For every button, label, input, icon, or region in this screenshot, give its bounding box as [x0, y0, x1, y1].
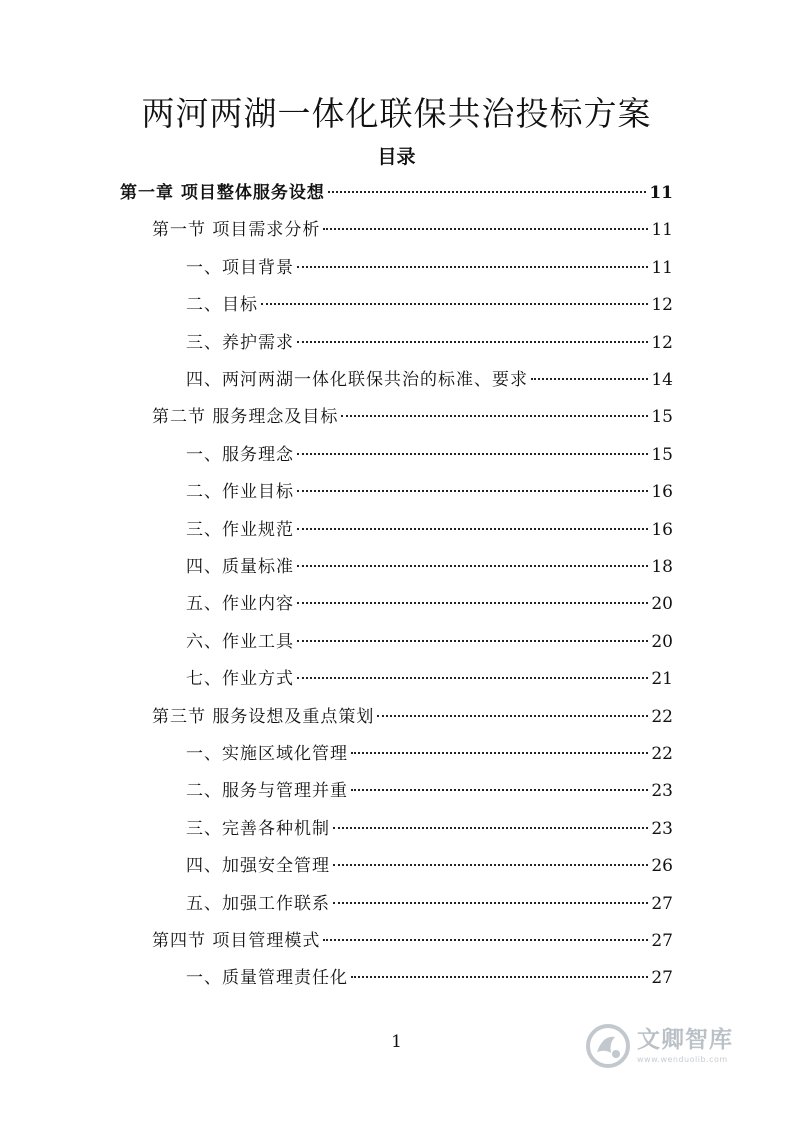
toc-entry[interactable]	[186, 328, 673, 358]
toc-entry-page: 20	[651, 631, 673, 652]
toc-dot-leader	[328, 191, 646, 193]
toc-entry[interactable]	[186, 253, 673, 283]
toc-dot-leader	[531, 378, 648, 380]
toc-entry-label: 三、作业规范	[186, 519, 294, 540]
toc-entry-page: 27	[651, 931, 673, 951]
toc-entry[interactable]	[186, 589, 673, 619]
toc-entry-page: 16	[651, 519, 673, 540]
toc-entry[interactable]	[152, 215, 673, 245]
toc-entry-page: 26	[651, 856, 673, 877]
toc-entry[interactable]	[186, 889, 673, 919]
toc-entry-label: 四、加强安全管理	[186, 856, 330, 877]
toc-entry-label: 五、加强工作联系	[186, 893, 330, 914]
toc-dot-leader	[323, 939, 648, 941]
watermark-url: www.wenduolib.com	[637, 1054, 728, 1064]
toc-entry-page: 20	[651, 594, 673, 615]
toc-entry[interactable]	[186, 290, 673, 320]
toc-entry-label: 五、作业内容	[186, 594, 294, 615]
toc-entry-page: 11	[651, 220, 673, 241]
toc-dot-leader	[297, 677, 648, 679]
toc-dot-leader	[351, 752, 648, 754]
toc-entry-page: 18	[651, 557, 673, 577]
toc-entry-label: 一、服务理念	[186, 444, 294, 465]
watermark-logo	[585, 1018, 755, 1074]
toc-entry-page: 15	[651, 444, 673, 465]
toc-entry[interactable]	[186, 664, 673, 694]
toc-entry-page: 27	[651, 968, 673, 989]
toc-entry[interactable]	[186, 440, 673, 470]
toc-entry-label: 一、项目背景	[186, 257, 294, 278]
toc-entry[interactable]	[186, 552, 673, 582]
toc-entry[interactable]	[152, 702, 673, 732]
toc-entry[interactable]	[186, 814, 673, 844]
toc-dot-leader	[333, 864, 648, 866]
document-title: 两河两湖一体化联保共治投标方案	[141, 94, 652, 133]
toc-entry-page: 22	[651, 744, 673, 764]
toc-entry-page: 15	[651, 407, 673, 428]
toc-entry[interactable]	[186, 963, 673, 993]
toc-entry-page: 27	[651, 893, 673, 914]
toc-entry[interactable]	[186, 477, 673, 507]
toc-dot-leader	[351, 789, 648, 791]
toc-entry-page: 23	[651, 781, 673, 802]
toc-dot-leader	[323, 228, 648, 230]
toc-heading: 目录	[377, 146, 416, 168]
toc-entry-page: 14	[651, 370, 673, 390]
toc-entry-label: 第四节 项目管理模式	[152, 931, 321, 951]
toc-dot-leader	[297, 341, 648, 343]
toc-dot-leader	[297, 266, 648, 268]
page-number: 1	[391, 1032, 402, 1052]
toc-entry-label: 二、服务与管理并重	[186, 781, 348, 802]
toc-dot-leader	[333, 827, 648, 829]
wenku-logo-icon	[585, 1023, 631, 1069]
toc-entry[interactable]	[152, 926, 673, 956]
toc-dot-leader	[341, 415, 648, 417]
toc-dot-leader	[297, 453, 648, 455]
toc-dot-leader	[333, 902, 648, 904]
toc-entry-label: 二、目标	[186, 295, 258, 316]
toc-entry-page: 16	[651, 482, 673, 503]
toc-entry-label: 一、实施区域化管理	[186, 744, 348, 764]
watermark-name: 文卿智库	[637, 1026, 733, 1053]
toc-entry-label: 三、养护需求	[186, 332, 294, 353]
toc-entry[interactable]	[186, 776, 673, 806]
toc-entry-label: 四、两河两湖一体化联保共治的标准、要求	[186, 370, 528, 390]
toc-entry[interactable]	[186, 627, 673, 657]
toc-entry-page: 12	[651, 295, 673, 316]
toc-entry-page: 23	[651, 818, 673, 839]
toc-dot-leader	[261, 303, 648, 305]
toc-entry-label: 第一节 项目需求分析	[152, 220, 321, 241]
toc-entry-page: 21	[651, 669, 673, 690]
toc-entry[interactable]	[152, 402, 673, 432]
toc-entry-label: 一、质量管理责任化	[186, 968, 348, 989]
toc-entry[interactable]	[186, 365, 673, 395]
toc-entry[interactable]	[186, 739, 673, 769]
toc-entry-page: 22	[651, 706, 673, 727]
toc-entry-page: 11	[651, 257, 673, 278]
toc-entry-label: 第一章 项目整体服务设想	[120, 183, 325, 203]
toc-entry-label: 六、作业工具	[186, 631, 294, 652]
toc-entry-label: 四、质量标准	[186, 557, 294, 577]
toc-dot-leader	[297, 640, 648, 642]
toc-dot-leader	[297, 602, 648, 604]
toc-entry-label: 第三节 服务设想及重点策划	[152, 706, 375, 727]
toc-entry-label: 二、作业目标	[186, 482, 294, 503]
toc-entry[interactable]	[186, 515, 673, 545]
toc-entry-page: 11	[649, 183, 673, 203]
toc-entry-page: 12	[651, 332, 673, 353]
toc-entry-label: 三、完善各种机制	[186, 818, 330, 839]
toc-dot-leader	[297, 490, 648, 492]
toc-dot-leader	[297, 528, 648, 530]
toc-entry-label: 第二节 服务理念及目标	[152, 407, 339, 428]
toc-entry-label: 七、作业方式	[186, 669, 294, 690]
toc-dot-leader	[377, 715, 648, 717]
toc-entry[interactable]	[186, 851, 673, 881]
toc-entry[interactable]	[120, 178, 673, 208]
toc-dot-leader	[297, 565, 648, 567]
toc-dot-leader	[351, 976, 648, 978]
